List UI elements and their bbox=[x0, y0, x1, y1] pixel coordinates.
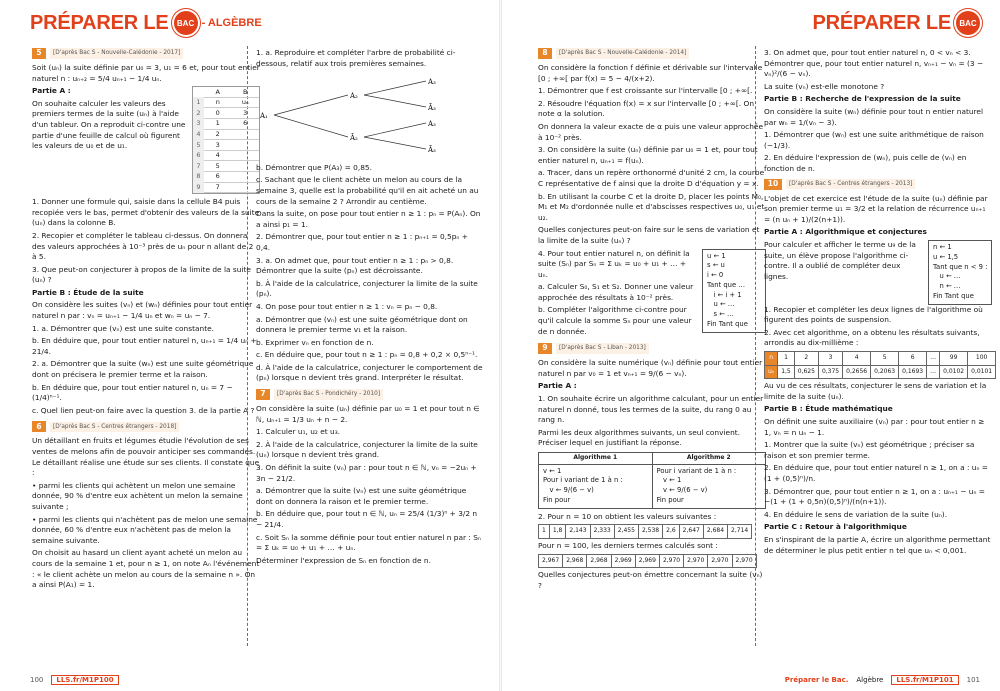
table-cell: 5 bbox=[871, 352, 899, 366]
question-with-algo bbox=[764, 240, 992, 305]
exercise-header bbox=[32, 48, 260, 59]
algo-line: v ← 9/(6 − v) bbox=[543, 486, 594, 495]
sheet-row bbox=[193, 161, 259, 172]
exercise-source: [D'après Bac S - Nouvelle-Calédonie - 2017] bbox=[50, 48, 183, 59]
lls-link[interactable]: LLS.fr/M1P100 bbox=[51, 675, 118, 685]
question: 1. Calculer u₁, u₂ et u₃. bbox=[256, 427, 341, 437]
question: d. À l'aide de la calculatrice, conjecturer le comportement de (pₙ) lorsque n devient très grand. Interpréter le résultat. bbox=[256, 362, 483, 383]
sheet-cell: 6 bbox=[243, 119, 248, 128]
algo-line: i ← i + 1 bbox=[707, 290, 742, 299]
value-cell: 2,967 bbox=[539, 554, 563, 568]
question: 1. On souhaite écrire un algorithme calculant, pour un entier naturel n donné, tous les termes de la suite, du rang 0 au rang n. bbox=[538, 394, 764, 425]
bullet: • parmi les clients qui achètent un melon une semaine donnée, 90 % d'entre eux achètent un melon la semaine suivante ; bbox=[32, 480, 243, 511]
sheet-cell: 4 bbox=[215, 151, 220, 160]
left-footer bbox=[30, 675, 119, 685]
exercise-number: 10 bbox=[764, 179, 782, 190]
question: c. Quel lien peut-on faire avec la question 3. de la partie A ? bbox=[32, 405, 255, 415]
table-cell: 0,375 bbox=[818, 365, 842, 379]
table-cell: 1,5 bbox=[778, 365, 795, 379]
table-cell: 1 bbox=[778, 352, 795, 366]
value-cell: 2,647 bbox=[679, 525, 703, 539]
value-cell: 2,970 bbox=[659, 554, 683, 568]
algo-title: Algorithme 2 bbox=[653, 453, 766, 465]
question: c. Soit Sₙ la somme définie pour tout entier naturel n par : Sₙ = Σ uₖ = u₀ + u₁ + … + uₙ. bbox=[256, 532, 481, 553]
sheet-cell: 7 bbox=[215, 183, 220, 192]
question: b. En déduire que, pour tout n ∈ ℕ, uₙ = 25/4 (1/3)ⁿ + 3/2 n − 21/4. bbox=[256, 509, 478, 529]
sheet-row bbox=[193, 108, 259, 119]
exercise-text: On considère les suites (vₙ) et (wₙ) définies pour tout entier naturel n par : vₙ = uₙ₊₁ − 1/4 uₙ et wₙ = uₙ − 7. bbox=[32, 300, 253, 321]
exercise-source: [D'après Bac S - Nouvelle-Calédonie - 2014] bbox=[556, 48, 689, 59]
exercise-text: On choisit au hasard un client ayant acheté un melon au cours de la semaine 1 et, pour n ≥ 1, on note Aₙ l'événement : « le client achète un melon au cours de la semaine n ». On a ainsi P(A₁) = 1. bbox=[32, 548, 260, 590]
question: 1. Montrer que la suite (vₙ) est géométrique ; préciser sa raison et son premier terme. bbox=[764, 440, 975, 460]
footer-subject: Algèbre bbox=[856, 676, 884, 684]
page-number: 100 bbox=[30, 676, 44, 684]
value-cell: 2,970 bbox=[708, 554, 732, 568]
part-title: Partie B : Recherche de l'expression de la suite bbox=[764, 94, 961, 104]
algo-line: i ← 0 bbox=[707, 271, 724, 280]
question: 2. Démontrer que, pour tout entier n ≥ 1 : pₙ₊₁ = 0,5pₙ + 0,4. bbox=[256, 232, 468, 252]
exercise-text: L'objet de cet exercice est l'étude de la suite (uₙ) définie par son premier terme u₁ = 3/2 et la relation de récurrence uₙ₊₁ = (n uₙ + 1)/(2(n+1)). bbox=[764, 193, 988, 224]
sheet-row bbox=[193, 130, 259, 141]
sheet-cell: 6 bbox=[215, 172, 220, 181]
sheet-cell: B bbox=[243, 87, 248, 96]
question: 2. À l'aide de la calculatrice, conjecturer la limite de la suite (uₙ) lorsque n devient très grand. bbox=[256, 439, 478, 460]
value-cell: 2,969 bbox=[635, 554, 659, 568]
table-cell: … bbox=[927, 352, 940, 366]
part-title: Partie A : bbox=[538, 381, 577, 391]
exercise-text: On souhaite calculer les valeurs des premiers termes de la suite (uₙ) à l'aide d'un tableur. On a reproduit ci-contre une partie d'une feuille de calcul où figurent les valeurs de u₀ et de u₁. bbox=[32, 98, 186, 151]
algo-line: v ← 9/(6 − v) bbox=[656, 486, 708, 495]
algo-line: u ← 1,5 bbox=[933, 252, 959, 261]
question: 1. Démontrer que (wₙ) est une suite arithmétique de raison (−1/3). bbox=[764, 130, 984, 150]
algo-line: u ← 1 bbox=[707, 251, 726, 260]
question: 1. a. Démontrer que (vₙ) est une suite constante. bbox=[32, 323, 215, 333]
algo-line: s ← u bbox=[707, 261, 725, 270]
part-title: Partie A : Algorithmique et conjectures bbox=[764, 227, 927, 237]
table-cell: 99 bbox=[940, 352, 968, 366]
table-cell: 2 bbox=[794, 352, 818, 366]
sheet-cell: 4 bbox=[193, 129, 204, 140]
exercise-text: On considère la suite numérique (vₙ) définie pour tout entier naturel n par v₀ = 1 et vₙ₊₁ = 9/(6 − vₙ). bbox=[538, 358, 763, 378]
part-title: Partie B : Étude de la suite bbox=[32, 287, 144, 297]
sheet-cell: 1 bbox=[215, 119, 220, 128]
sheet-cell: 9 bbox=[193, 182, 204, 193]
value-cell: 2,684 bbox=[703, 525, 727, 539]
table-cell: 4 bbox=[843, 352, 871, 366]
sheet-cell: A bbox=[215, 87, 220, 96]
question: 4. En déduire le sens de variation de la suite (uₙ). bbox=[764, 509, 948, 519]
algo-line: u ← … bbox=[933, 272, 961, 281]
question: 3. On définit la suite (vₙ) par : pour tout n ∈ ℕ, vₙ = −2uₙ + 3n − 21/2. bbox=[256, 463, 477, 483]
question: 1. a. Reproduire et compléter l'arbre de probabilité ci-dessous, relatif aux trois premières semaines. bbox=[256, 48, 456, 68]
tree-node: Ā₂ bbox=[350, 134, 358, 143]
footer-bac: Préparer le Bac. bbox=[784, 676, 849, 684]
exercise-header bbox=[256, 389, 484, 400]
exercise-text: On définit une suite auxiliaire (vₙ) par : pour tout entier n ≥ 1, vₙ = n uₙ − 1. bbox=[764, 417, 985, 437]
exercise-header bbox=[764, 179, 992, 190]
question: On donnera la valeur exacte de α puis une valeur approchée à 10⁻² près. bbox=[538, 121, 764, 142]
sheet-cell: 5 bbox=[215, 161, 220, 170]
question: b. En déduire que, pour tout entier naturel n, uₙ = 7 − (1/4)ⁿ⁻¹. bbox=[32, 382, 233, 403]
algorithm-box bbox=[702, 249, 766, 333]
question: b. Compléter l'algorithme ci-contre pour qu'il calcule la somme Sₙ pour une valeur de n donnée. bbox=[538, 305, 692, 336]
exercise-text: En s'inspirant de la partie A, écrire un algorithme permettant de déterminer le plus petit entier n tel que uₙ < 0,001. bbox=[764, 534, 991, 555]
question: b. Exprimer vₙ en fonction de n. bbox=[256, 337, 374, 347]
tree-node: A₁ bbox=[260, 112, 268, 121]
question: b. En utilisant la courbe C et la droite D, placer les points M₀, M₁ et M₂ d'ordonnée nulle et d'abscisses respectives u₀, u₁ et u₂. bbox=[538, 191, 765, 222]
row-header: n bbox=[765, 352, 778, 366]
sheet-cell: 0 bbox=[215, 108, 220, 117]
exercise-number: 5 bbox=[32, 48, 46, 59]
sheet-cell: 1 bbox=[193, 97, 204, 108]
page-number: 101 bbox=[966, 676, 980, 684]
algo-line: u ← … bbox=[707, 300, 735, 309]
tree-node: Ā₃ bbox=[428, 146, 436, 155]
question: 3. Que peut-on conjecturer à propos de la limite de la suite (uₙ) ? bbox=[32, 264, 251, 285]
exercise-number: 9 bbox=[538, 343, 552, 354]
tree-node: A₃ bbox=[428, 78, 436, 87]
exercise-source: [D'après Bac S - Centres étrangers - 2018] bbox=[50, 422, 179, 433]
question: Quelles conjectures peut-on émettre concernant la suite (vₙ) ? bbox=[538, 570, 763, 590]
right-footer bbox=[785, 675, 980, 685]
question: a. Démontrer que la suite (vₙ) est une suite géométrique dont on donnera la raison et le premier terme. bbox=[256, 486, 467, 506]
algo-line: Tant que … bbox=[707, 280, 746, 289]
value-cell: 2,455 bbox=[614, 525, 638, 539]
algo-line: Fin Tant que bbox=[707, 320, 748, 329]
bullet: • parmi les clients qui n'achètent pas de melon une semaine donnée, 60 % d'entre eux n'achètent pas de melon la semaine suivante. bbox=[32, 514, 258, 545]
algo-title: Algorithme 1 bbox=[539, 453, 652, 465]
header-subject: - ALGÈBRE bbox=[201, 17, 262, 29]
sheet-cell: uₙ bbox=[241, 98, 249, 107]
table-cell: 0,625 bbox=[794, 365, 818, 379]
column-3 bbox=[538, 48, 766, 593]
exercise-text: On considère la fonction f définie et dérivable sur l'intervalle [0 ; +∞[ par f(x) = 5 − 4/(x+2). bbox=[538, 63, 763, 83]
question: 2. Avec cet algorithme, on a obtenu les résultats suivants, arrondis au dix-millième : bbox=[764, 327, 980, 348]
algo-line: Pour i variant de 1 à n : bbox=[656, 466, 737, 475]
value-cell: 2,143 bbox=[566, 525, 590, 539]
question: Pour n = 100, les derniers termes calculés sont : bbox=[538, 540, 718, 550]
sheet-row bbox=[193, 151, 259, 162]
sheet-cell: 5 bbox=[193, 140, 204, 151]
question-with-algo bbox=[538, 249, 766, 340]
values-table bbox=[538, 554, 757, 569]
right-page-header bbox=[812, 8, 980, 38]
exercise-number: 6 bbox=[32, 421, 46, 432]
sheet-row bbox=[193, 172, 259, 183]
exercise-text: On considère la suite (uₙ) définie par u₀ = 1 et pour tout n ∈ ℕ, uₙ₊₁ = 1/3 uₙ + n − 2. bbox=[256, 404, 480, 424]
exercise-text: Soit (uₙ) la suite définie par u₀ = 3, u₁ = 6 et, pour tout entier naturel n : uₙ₊₂ = 5/4 uₙ₊₁ − 1/4 uₙ. bbox=[32, 63, 260, 83]
column-1 bbox=[32, 48, 260, 593]
sheet-cell: 2 bbox=[215, 130, 220, 139]
question: a. Calculer S₀, S₁ et S₂. Donner une valeur approchée des résultats à 10⁻² près. bbox=[538, 282, 694, 302]
part-title: Partie A : bbox=[32, 86, 71, 96]
question: 3. On admet que, pour tout entier naturel n, 0 < vₙ < 3. Démontrer que, pour tout entier naturel n, vₙ₊₁ − vₙ = (3 − vₙ)²/(6 − vₙ). bbox=[764, 48, 984, 79]
question: 2. Résoudre l'équation f(x) = x sur l'intervalle [0 ; +∞[. On note α la solution. bbox=[538, 98, 755, 119]
book-gutter bbox=[499, 0, 502, 691]
value-cell: 2,6 bbox=[663, 525, 680, 539]
left-page-header bbox=[30, 8, 262, 38]
question: 4. On pose pour tout entier n ≥ 1 : vₙ = pₙ − 0,8. bbox=[256, 301, 438, 311]
algo-line: v ← 1 bbox=[543, 466, 562, 475]
algo-line: Fin pour bbox=[543, 495, 571, 504]
sheet-row bbox=[193, 119, 259, 130]
question: b. Démontrer que P(A₃) = 0,85. bbox=[256, 162, 372, 172]
exercise-number: 8 bbox=[538, 48, 552, 59]
exercise-source: [D'après Bac S - Pondichéry - 2010] bbox=[274, 389, 383, 400]
value-cell: 2,970 bbox=[684, 554, 708, 568]
sheet-cell: 8 bbox=[193, 171, 204, 182]
value-cell: 2,968 bbox=[563, 554, 587, 568]
probability-tree bbox=[256, 75, 476, 155]
question: a. Démontrer que (vₙ) est une suite géométrique dont on donnera le premier terme v₁ et la raison. bbox=[256, 314, 468, 335]
question: c. En déduire que, pour tout n ≥ 1 : pₙ = 0,8 + 0,2 × 0,5ⁿ⁻¹. bbox=[256, 350, 478, 360]
algo-line: n ← 1 bbox=[933, 242, 952, 251]
value-cell: 1,8 bbox=[549, 525, 566, 539]
algo-line: n ← … bbox=[933, 282, 961, 291]
sheet-row bbox=[193, 98, 259, 109]
values-table bbox=[538, 524, 752, 539]
algo-line: Pour i variant de 1 à n : bbox=[543, 476, 623, 485]
algorithm-2 bbox=[653, 452, 767, 509]
header-title: PRÉPARER LE bbox=[812, 11, 951, 34]
question: La suite (vₙ) est-elle monotone ? bbox=[764, 81, 885, 91]
question: b. En déduire que, pour tout entier naturel n, uₙ₊₁ = 1/4 uₙ + 21/4. bbox=[32, 336, 257, 356]
value-cell: 2,970 bbox=[732, 554, 756, 568]
tree-node: A₂ bbox=[350, 92, 358, 101]
question: 4. Pour tout entier naturel n, on définit la suite (Sₙ) par Sₙ = Σ uₖ = u₀ + u₁ + … + uₙ. bbox=[538, 248, 690, 279]
question: 1. Démontrer que f est croissante sur l'intervalle [0 ; +∞[. bbox=[538, 86, 753, 96]
question: 2. En déduire que, pour tout entier naturel n ≥ 1, on a : uₙ = (1 + (0,5)ⁿ)/n. bbox=[764, 463, 988, 483]
algo-line: Tant que n < 9 : bbox=[933, 262, 988, 271]
exercise-source: [D'après Bac S - Liban - 2013] bbox=[556, 343, 649, 354]
table-cell: 0,2656 bbox=[843, 365, 871, 379]
algorithm-box bbox=[928, 240, 992, 305]
question: a. Tracer, dans un repère orthonormé d'unité 2 cm, la courbe C représentative de f ainsi que la droite D d'équation y = x. bbox=[538, 168, 765, 188]
question: Au vu de ces résultats, conjecturer le sens de variation et la limite de la suite (uₙ). bbox=[764, 381, 987, 401]
lls-link[interactable]: LLS.fr/M1P101 bbox=[891, 675, 958, 685]
question: 1. Recopier et compléter les deux lignes de l'algorithme où figurent des points de suspension. bbox=[764, 304, 983, 325]
column-4 bbox=[764, 48, 992, 558]
question: 1. Donner une formule qui, saisie dans la cellule B4 puis recopiée vers le bas, permet d'obtenir des valeurs de la suite (uₙ) dans la colonne B. bbox=[32, 197, 260, 228]
algo-line: s ← … bbox=[707, 310, 734, 319]
sheet-cell: 6 bbox=[193, 150, 204, 161]
value-cell: 1 bbox=[539, 525, 550, 539]
value-cell: 2,538 bbox=[638, 525, 662, 539]
sheet-cell: 3 bbox=[243, 108, 248, 117]
sheet-cell: 7 bbox=[193, 161, 204, 172]
sheet-cell: 3 bbox=[215, 140, 220, 149]
exercise-text: Dans la suite, on pose pour tout entier n ≥ 1 : pₙ = P(Aₙ). On a ainsi p₁ = 1. bbox=[256, 209, 481, 229]
exercise-header bbox=[32, 421, 260, 432]
algo-line: Fin Tant que bbox=[933, 291, 974, 300]
algorithm-1 bbox=[538, 452, 653, 509]
column-2 bbox=[256, 48, 484, 568]
sheet-cell: n bbox=[215, 98, 220, 107]
table-cell: 0,1693 bbox=[899, 365, 927, 379]
part-title: Partie C : Retour à l'algorithmique bbox=[764, 522, 907, 532]
exercise-number: 7 bbox=[256, 389, 270, 400]
exercise-header bbox=[538, 48, 766, 59]
header-title: PRÉPARER LE bbox=[30, 11, 169, 34]
exercise-text: Un détaillant en fruits et légumes étudie l'évolution de ses ventes de melons afin de pouvoir anticiper ses commandes. Le détaillant réalise une étude sur ses clients. Il constate que : bbox=[32, 436, 260, 478]
bac-badge: BAC bbox=[174, 11, 198, 35]
question: c. Sachant que le client achète un melon au cours de la semaine 3, quelle est la probabilité qu'il en ait acheté un au cours de la semaine 2 ? Arrondir au centième. bbox=[256, 175, 479, 206]
sheet-row bbox=[193, 87, 259, 98]
tree-node: Ā₃ bbox=[428, 104, 436, 113]
table-cell: 100 bbox=[968, 352, 996, 366]
value-cell: 2,969 bbox=[611, 554, 635, 568]
exercise-text: Pour calculer et afficher le terme u₉ de la suite, un élève propose l'algorithme ci-contre. Il a oublié de compléter deux lignes. bbox=[764, 239, 916, 281]
algo-line: Fin pour bbox=[656, 495, 684, 504]
question: 2. a. Démontrer que la suite (wₙ) est une suite géométrique dont on précisera le premier terme et la raison. bbox=[32, 359, 254, 380]
question: 2. Recopier et compléter le tableau ci-dessus. On donnera des valeurs approchées à 10⁻³ près de uₙ pour n allant de 2 à 5. bbox=[32, 230, 254, 262]
question: 3. Démontrer que, pour tout entier n ≥ 1, on a : uₙ₊₁ − uₙ = −(1 + (1 + 0,5n)(0,5)ⁿ)/(n(n+1)). bbox=[764, 486, 985, 507]
table-cell: 6 bbox=[899, 352, 927, 366]
tree-node: A₃ bbox=[428, 120, 436, 129]
question: 2. Pour n = 10 on obtient les valeurs suivantes : bbox=[538, 511, 717, 521]
table-cell: 0,0102 bbox=[940, 365, 968, 379]
exercise-text: On considère la suite (wₙ) définie pour tout n entier naturel par wₙ = 1/(vₙ − 3). bbox=[764, 106, 984, 127]
algo-line: v ← 1 bbox=[656, 476, 682, 485]
question: b. À l'aide de la calculatrice, conjecturer la limite de la suite (pₙ). bbox=[256, 278, 478, 299]
question: 3. On considère la suite (uₙ) définie par u₀ = 1 et, pour tout entier naturel n, uₙ₊₁ = f(uₙ). bbox=[538, 145, 758, 165]
row-header: uₙ bbox=[765, 365, 778, 379]
exercise-header bbox=[538, 343, 766, 354]
algorithms-table bbox=[538, 452, 766, 509]
sheet-row bbox=[193, 140, 259, 151]
question: Quelles conjectures peut-on faire sur le sens de variation et la limite de la suite (uₙ) ? bbox=[538, 225, 760, 245]
value-cell: 2,333 bbox=[590, 525, 614, 539]
sheet-cell: 2 bbox=[193, 108, 204, 119]
table-cell: 3 bbox=[818, 352, 842, 366]
part-title: Partie B : Étude mathématique bbox=[764, 404, 893, 414]
spreadsheet bbox=[192, 86, 260, 194]
question: Déterminer l'expression de Sₙ en fonction de n. bbox=[256, 555, 431, 565]
value-cell: 2,968 bbox=[587, 554, 611, 568]
sheet-cell: 3 bbox=[193, 118, 204, 129]
question: Parmi les deux algorithmes suivants, un seul convient. Préciser lequel en justifiant la réponse. bbox=[538, 427, 741, 448]
table-cell: 0,2063 bbox=[871, 365, 899, 379]
exercise-source: [D'après Bac S - Centres étrangers - 2013] bbox=[786, 179, 915, 190]
table-cell: … bbox=[927, 365, 940, 379]
question: 2. En déduire l'expression de (wₙ), puis celle de (vₙ) en fonction de n. bbox=[764, 153, 967, 173]
results-table bbox=[764, 351, 996, 379]
bac-badge: BAC bbox=[956, 11, 980, 35]
sheet-row bbox=[193, 183, 259, 194]
table-cell: 0,0101 bbox=[968, 365, 996, 379]
value-cell: 2,714 bbox=[728, 525, 752, 539]
question: 3. a. On admet que, pour tout entier n ≥ 1 : pₙ > 0,8. Démontrer que la suite (pₙ) est décroissante. bbox=[256, 255, 454, 276]
